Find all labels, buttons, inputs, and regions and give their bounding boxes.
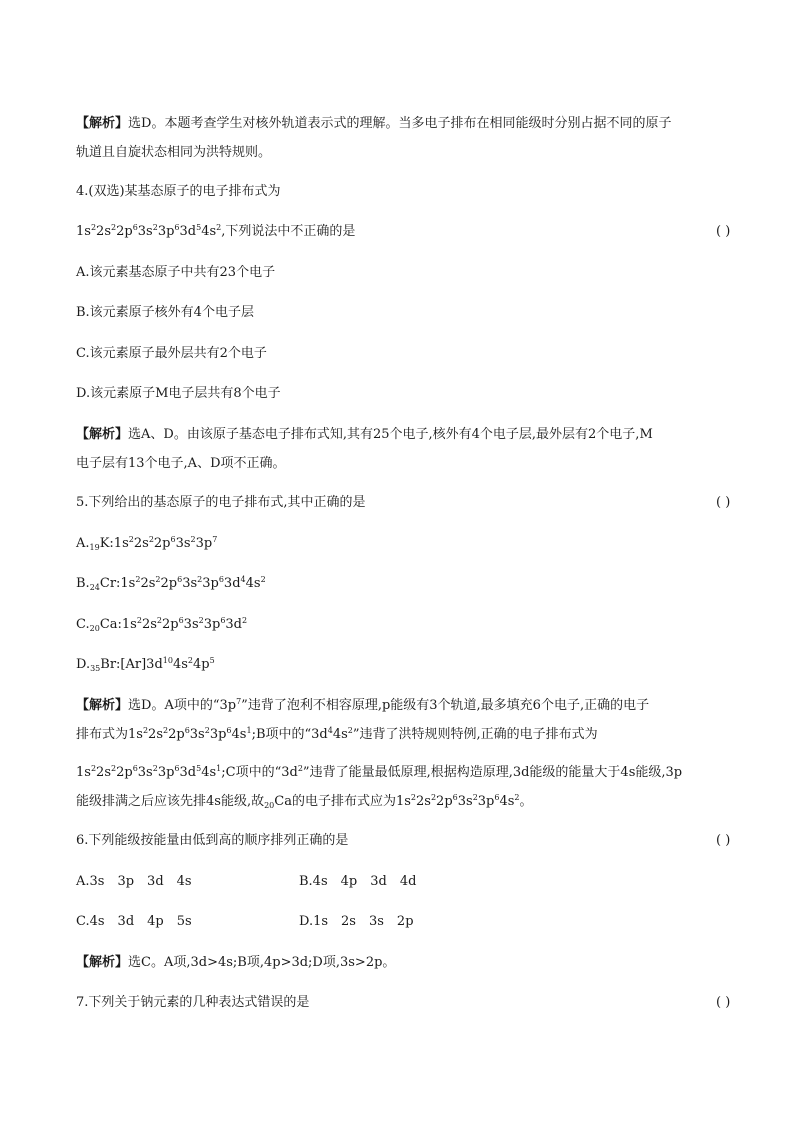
option-d: $D._{35}Br:[Ar]3d^{10}4s^24p^5$ [76,656,215,673]
analysis-text-cont: 轨道且自旋状态相同为洪特规则。 [76,145,272,160]
answer-blank: ( ) [716,495,731,510]
question-6-text: 6.下列能级按能量由低到高的顺序排列正确的是 [76,833,349,848]
analysis-text: 选D。本题考查学生对核外轨道表示式的理解。当多电子排布在相同能级时分别占据不同的原子 [128,116,672,131]
options-row-1 [76,867,716,896]
option-d: D.该元素原子M电子层共有8个电子 [76,386,281,401]
answer-blank: ( ) [716,995,731,1010]
question-5-stem [76,488,731,517]
analysis-tag: 【解析】 [76,698,129,713]
question-4-stem-cont [76,217,731,246]
answer-blank: ( ) [716,224,731,239]
option-c: C.该元素原子最外层共有2个电子 [76,346,267,361]
question-4-suffix: ,下列说法中不正确的是 [221,224,356,239]
analysis-tag: 【解析】 [76,955,129,970]
option-a: $A._{19}K:1s^22s^22p^63s^23p^7$ [76,535,218,552]
option-b: $B._{24}Cr:1s^22s^22p^63s^23p^63d^44s^2$ [76,575,266,592]
analysis-tag: 【解析】 [76,116,129,131]
option-c: C.4s 3d 4p 5s [76,914,192,929]
electron-configuration: $1s^22s^22p^63s^23p^63d^54s^2$ [76,223,222,239]
option-b: B.4s 4p 3d 4d [299,874,417,889]
analysis-text: 选A、D。由该原子基态电子排布式知,其有25个电子,核外有4个电子层,最外层有2个电子,M [128,427,653,442]
answer-blank: ( ) [716,833,731,848]
option-b: B.该元素原子核外有4个电子层 [76,305,254,320]
analysis-text-cont: 电子层有13个电子,A、D项不正确。 [76,456,286,471]
analysis-text: 选C。A项,3d>4s;B项,4p>3d;D项,3s>2p。 [128,955,396,970]
options-row-2 [76,907,716,936]
question-5-text: 5.下列给出的基态原子的电子排布式,其中正确的是 [76,495,366,510]
analysis-q5-cont: $1s^22s^22p^63s^23p^63d^54s^1;C$项中的“$3d^2$”违背了能量最低原理,根据构造原理,3d能级的能量大于4s能级,3p 能级排满之后应该先排4s能级,故$_{20}$Ca的电子排布式应为$1s^22s^22p^63s^23p^64s^2$。 [76,764,683,810]
question-7-text: 7.下列关于钠元素的几种表达式错误的是 [76,995,310,1010]
analysis-q4 [76,420,716,478]
analysis-q6 [76,948,716,977]
option-a: A.该元素基态原子中共有23个电子 [76,265,276,280]
analysis-q3 [76,109,716,167]
option-d: D.1s 2s 3s 2p [299,914,414,929]
question-6-stem [76,826,731,855]
analysis-q5: 【解析】选D。A项中的“$3p^7$”违背了泡利不相容原理,p能级有3个轨道,最多填充6个电子,正确的电子 排布式为$1s^22s^22p^63s^23p^64s^1;B$项中的“$3d^44s^2$”违背了洪特规则特例,正确的电子排布式为 [76,697,650,742]
analysis-tag: 【解析】 [76,427,129,442]
question-7-stem [76,988,731,1017]
option-a: A.3s 3p 3d 4s [76,874,192,889]
question-4-stem: 4.(双选)某基态原子的电子排布式为 [76,184,281,199]
option-c: $C._{20}Ca:1s^22s^22p^63s^23p^63d^2$ [76,616,248,633]
